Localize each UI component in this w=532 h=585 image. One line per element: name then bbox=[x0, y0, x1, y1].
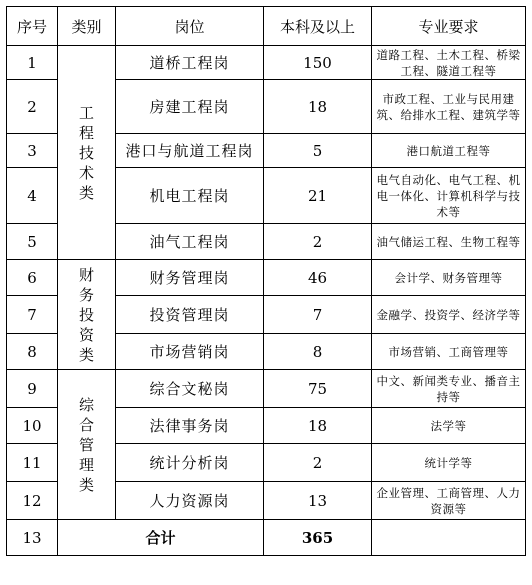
table-row bbox=[7, 370, 526, 408]
count-cell: 2 bbox=[264, 224, 372, 260]
category-label: 综合管理类 bbox=[78, 395, 94, 494]
count-cell: 8 bbox=[264, 334, 372, 370]
requirement-cell: 道路工程、土木工程、桥梁工程、隧道工程等 bbox=[372, 46, 526, 80]
header-count: 本科及以上 bbox=[264, 7, 372, 46]
category-cell bbox=[58, 46, 116, 260]
position-cell: 房建工程岗 bbox=[116, 80, 264, 134]
header-position: 岗位 bbox=[116, 7, 264, 46]
header-category: 类别 bbox=[58, 7, 116, 46]
row-no: 1 bbox=[7, 46, 58, 80]
count-cell: 2 bbox=[264, 444, 372, 482]
total-requirement bbox=[372, 520, 526, 556]
header-row bbox=[7, 7, 526, 46]
position-cell: 法律事务岗 bbox=[116, 408, 264, 444]
position-cell: 统计分析岗 bbox=[116, 444, 264, 482]
count-cell: 21 bbox=[264, 168, 372, 224]
count-cell: 75 bbox=[264, 370, 372, 408]
category-cell bbox=[58, 260, 116, 370]
row-no: 7 bbox=[7, 296, 58, 334]
position-cell: 市场营销岗 bbox=[116, 334, 264, 370]
count-cell: 18 bbox=[264, 80, 372, 134]
table-row bbox=[7, 46, 526, 80]
position-cell: 财务管理岗 bbox=[116, 260, 264, 296]
position-cell: 道桥工程岗 bbox=[116, 46, 264, 80]
total-label: 合计 bbox=[58, 520, 264, 556]
count-cell: 5 bbox=[264, 134, 372, 168]
requirement-cell: 法学等 bbox=[372, 408, 526, 444]
total-row bbox=[7, 520, 526, 556]
header-requirement: 专业要求 bbox=[372, 7, 526, 46]
count-cell: 46 bbox=[264, 260, 372, 296]
requirement-cell: 中文、新闻类专业、播音主持等 bbox=[372, 370, 526, 408]
position-cell: 综合文秘岗 bbox=[116, 370, 264, 408]
position-cell: 港口与航道工程岗 bbox=[116, 134, 264, 168]
row-no: 10 bbox=[7, 408, 58, 444]
requirement-cell: 港口航道工程等 bbox=[372, 134, 526, 168]
recruitment-table bbox=[6, 6, 526, 556]
row-no: 8 bbox=[7, 334, 58, 370]
requirement-cell: 市场营销、工商管理等 bbox=[372, 334, 526, 370]
requirement-cell: 油气储运工程、生物工程等 bbox=[372, 224, 526, 260]
row-no: 6 bbox=[7, 260, 58, 296]
position-cell: 人力资源岗 bbox=[116, 482, 264, 520]
position-cell: 机电工程岗 bbox=[116, 168, 264, 224]
count-cell: 13 bbox=[264, 482, 372, 520]
requirement-cell: 市政工程、工业与民用建筑、给排水工程、建筑学等 bbox=[372, 80, 526, 134]
category-cell bbox=[58, 370, 116, 520]
position-cell: 油气工程岗 bbox=[116, 224, 264, 260]
requirement-cell: 电气自动化、电气工程、机电一体化、计算机科学与技术等 bbox=[372, 168, 526, 224]
count-cell: 18 bbox=[264, 408, 372, 444]
total-no: 13 bbox=[7, 520, 58, 556]
position-cell: 投资管理岗 bbox=[116, 296, 264, 334]
row-no: 11 bbox=[7, 444, 58, 482]
row-no: 3 bbox=[7, 134, 58, 168]
count-cell: 7 bbox=[264, 296, 372, 334]
header-no: 序号 bbox=[7, 7, 58, 46]
total-count: 365 bbox=[264, 520, 372, 556]
row-no: 12 bbox=[7, 482, 58, 520]
requirement-cell: 统计学等 bbox=[372, 444, 526, 482]
category-label: 财务投资类 bbox=[78, 265, 94, 364]
requirement-cell: 金融学、投资学、经济学等 bbox=[372, 296, 526, 334]
row-no: 9 bbox=[7, 370, 58, 408]
row-no: 2 bbox=[7, 80, 58, 134]
category-label: 工程技术类 bbox=[78, 103, 94, 202]
row-no: 4 bbox=[7, 168, 58, 224]
table-row bbox=[7, 260, 526, 296]
count-cell: 150 bbox=[264, 46, 372, 80]
row-no: 5 bbox=[7, 224, 58, 260]
requirement-cell: 会计学、财务管理等 bbox=[372, 260, 526, 296]
requirement-cell: 企业管理、工商管理、人力资源等 bbox=[372, 482, 526, 520]
